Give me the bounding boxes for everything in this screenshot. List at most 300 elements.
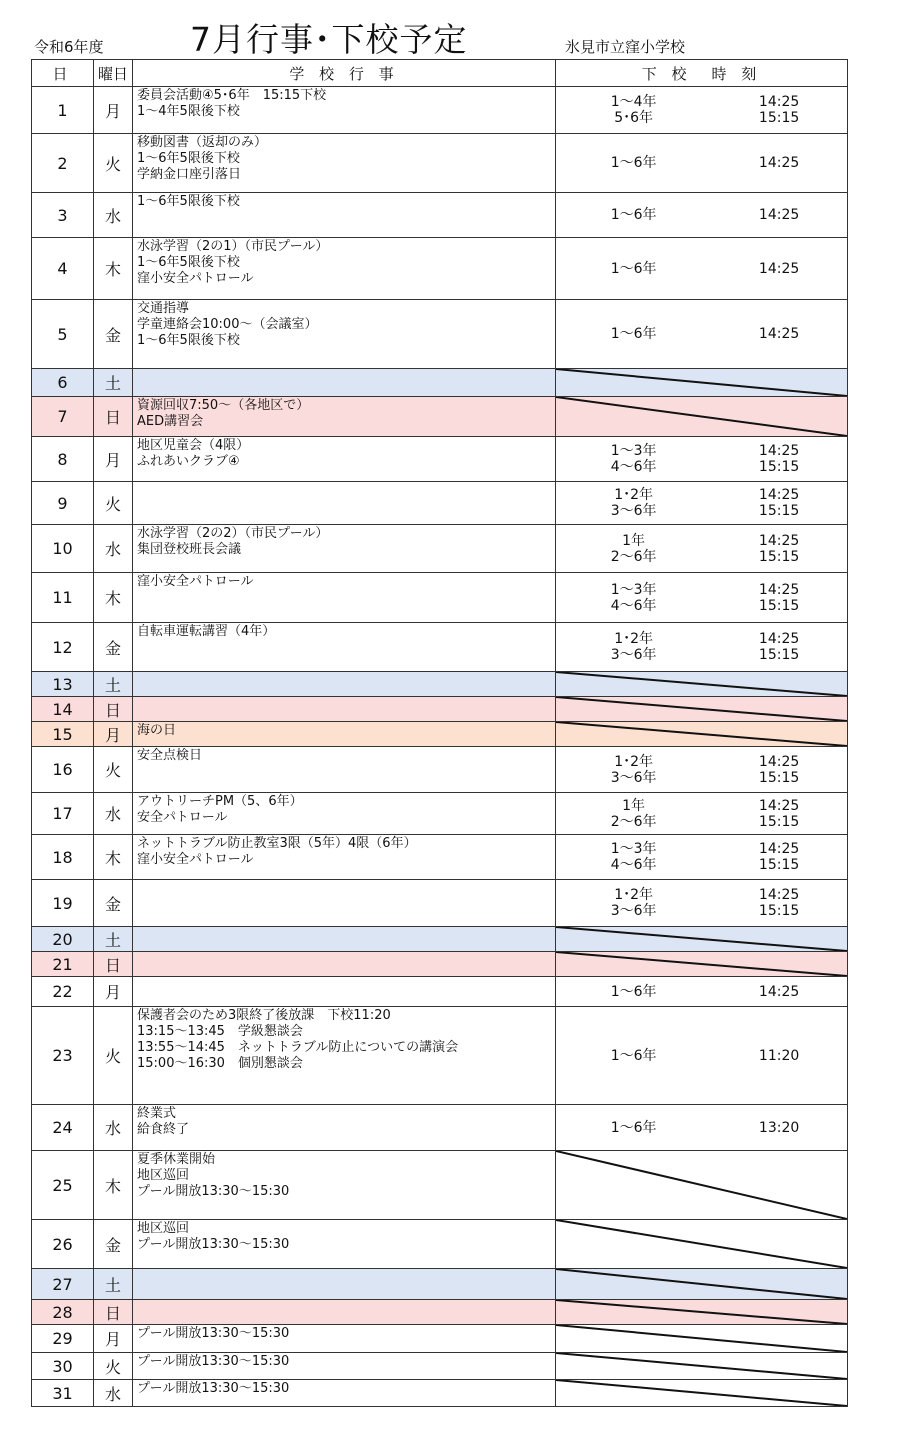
event-line: 13:15～13:45 学級懇談会 [137, 1024, 303, 1039]
day-of-week: 火 [94, 1353, 133, 1380]
events-cell [133, 525, 556, 573]
events-cell [133, 722, 556, 747]
dismissal-time: 15:15 [758, 459, 800, 475]
event-line: 1～6年5限後下校 [137, 255, 240, 270]
schedule-rows [32, 87, 848, 1407]
no-dismissal-cell [556, 1325, 848, 1353]
dismissal-time: 14:25 [758, 753, 800, 770]
day-of-week: 木 [94, 1151, 133, 1220]
dismissal-cell [556, 623, 848, 672]
day-of-week: 土 [94, 927, 133, 952]
no-dismissal-cell [556, 672, 848, 697]
day-number: 14 [32, 697, 94, 722]
day-of-week: 日 [94, 952, 133, 977]
events-cell [133, 397, 556, 437]
day-number: 25 [32, 1151, 94, 1220]
table-row [32, 747, 848, 793]
events-cell [133, 1353, 556, 1380]
day-number: 16 [32, 747, 94, 793]
grade-range: 1～6年 [610, 1119, 657, 1136]
day-number: 2 [32, 134, 94, 193]
event-line: 1～6年5限後下校 [137, 194, 240, 209]
day-number: 26 [32, 1220, 94, 1269]
dismissal-time: 14:25 [758, 326, 800, 342]
table-row [32, 1269, 848, 1300]
dismissal-line [556, 582, 847, 598]
event-line: ネットトラブル防止教室3限（5年）4限（6年） [137, 836, 417, 851]
dismissal-time: 14:25 [758, 207, 800, 223]
dismissal-cell [556, 880, 848, 927]
day-of-week: 月 [94, 977, 133, 1007]
table-row [32, 1007, 848, 1105]
table-row [32, 977, 848, 1007]
table-row [32, 672, 848, 697]
dismissal-time: 14:25 [758, 155, 800, 171]
diagonal-slash [556, 952, 847, 976]
table-row [32, 369, 848, 397]
grade-range: 1～6年 [610, 326, 657, 342]
events-cell [133, 369, 556, 397]
table-row [32, 397, 848, 437]
events-cell [133, 977, 556, 1007]
event-line: 学童連絡会10:00～（会議室） [137, 317, 318, 332]
dismissal-line [556, 503, 847, 519]
events-cell [133, 573, 556, 623]
dismissal-time: 14:25 [758, 581, 800, 598]
dismissal-line [556, 326, 847, 342]
day-number: 22 [32, 977, 94, 1007]
dismissal-cell [556, 977, 848, 1007]
events-cell [133, 300, 556, 369]
dismissal-line [556, 857, 847, 873]
dismissal-time: 14:25 [758, 260, 800, 277]
dismissal-line [556, 798, 847, 814]
event-line: 水泳学習（2の1）（市民プール） [137, 239, 329, 254]
dismissal-line [556, 94, 847, 110]
no-dismissal-cell [556, 927, 848, 952]
dismissal-line [556, 533, 847, 549]
event-line: 交通指導 [137, 301, 190, 316]
grade-range: 1～6年 [610, 207, 657, 223]
day-of-week: 火 [94, 134, 133, 193]
dismissal-cell [556, 238, 848, 300]
table-row [32, 927, 848, 952]
schedule-table [31, 59, 848, 1407]
grade-range: 1～3年 [610, 581, 657, 598]
table-row [32, 1380, 848, 1407]
grade-range: 3～6年 [610, 769, 657, 786]
table-row [32, 1300, 848, 1325]
dismissal-cell [556, 134, 848, 193]
dismissal-time: 13:20 [758, 1119, 800, 1136]
table-row [32, 1220, 848, 1269]
table-row [32, 722, 848, 747]
diagonal-slash [556, 672, 847, 696]
no-dismissal-cell [556, 952, 848, 977]
day-number: 11 [32, 573, 94, 623]
grade-range: 2～6年 [610, 548, 657, 565]
day-number: 6 [32, 369, 94, 397]
event-line: 窪小安全パトロール [137, 852, 254, 867]
dismissal-line [556, 487, 847, 503]
day-number: 27 [32, 1269, 94, 1300]
dismissal-cell [556, 437, 848, 482]
no-dismissal-cell [556, 697, 848, 722]
day-number: 31 [32, 1380, 94, 1407]
grade-range: 1･2年 [614, 631, 654, 647]
events-cell [133, 793, 556, 835]
diagonal-slash [556, 1380, 847, 1406]
events-cell [133, 1105, 556, 1151]
event-line: 保護者会のため3限終了後放課 下校11:20 [137, 1008, 391, 1023]
dismissal-time: 14:25 [758, 631, 800, 647]
table-row [32, 525, 848, 573]
grade-range: 1～6年 [610, 983, 657, 1000]
events-cell [133, 835, 556, 880]
grade-range: 4～6年 [610, 597, 657, 614]
column-header-events: 学 校 行 事 [133, 60, 556, 87]
events-cell [133, 747, 556, 793]
events-cell [133, 193, 556, 238]
event-line: 窪小安全パトロール [137, 574, 254, 589]
day-of-week: 水 [94, 793, 133, 835]
event-line: プール開放13:30～15:30 [137, 1184, 290, 1199]
dismissal-cell [556, 1105, 848, 1151]
dismissal-time: 14:25 [758, 983, 800, 1000]
event-line: プール開放13:30～15:30 [137, 1237, 290, 1252]
dismissal-line [556, 155, 847, 171]
dismissal-time: 11:20 [758, 1047, 800, 1064]
diagonal-slash [556, 369, 847, 396]
dismissal-line [556, 841, 847, 857]
table-row [32, 1151, 848, 1220]
event-line: 海の日 [137, 723, 177, 738]
dismissal-time: 14:25 [758, 887, 800, 903]
table-row [32, 573, 848, 623]
day-number: 19 [32, 880, 94, 927]
grade-range: 1～6年 [610, 1047, 657, 1064]
day-number: 9 [32, 482, 94, 525]
events-cell [133, 87, 556, 134]
grade-range: 1～6年 [610, 155, 657, 171]
day-of-week: 月 [94, 437, 133, 482]
diagonal-slash [556, 1353, 847, 1379]
table-row [32, 697, 848, 722]
event-line: 終業式 [137, 1106, 177, 1121]
day-number: 24 [32, 1105, 94, 1151]
dismissal-line [556, 754, 847, 770]
day-number: 28 [32, 1300, 94, 1325]
day-number: 1 [32, 87, 94, 134]
event-line: 水泳学習（2の2）（市民プール） [137, 526, 329, 541]
table-row [32, 238, 848, 300]
dismissal-time: 15:15 [758, 769, 800, 786]
dismissal-time: 15:15 [758, 857, 800, 873]
event-line: プール開放13:30～15:30 [137, 1354, 290, 1369]
event-line: 委員会活動④5･6年 15:15下校 [137, 88, 327, 103]
day-of-week: 土 [94, 1269, 133, 1300]
grade-range: 1年 [622, 532, 646, 549]
day-number: 12 [32, 623, 94, 672]
events-cell [133, 880, 556, 927]
diagonal-slash [556, 722, 847, 746]
dismissal-time: 15:15 [758, 503, 800, 519]
day-of-week: 日 [94, 1300, 133, 1325]
dismissal-line [556, 631, 847, 647]
no-dismissal-cell [556, 397, 848, 437]
diagonal-slash [556, 397, 847, 436]
event-line: 1～4年5限後下校 [137, 104, 240, 119]
dismissal-line [556, 207, 847, 223]
dismissal-cell [556, 747, 848, 793]
table-row [32, 1105, 848, 1151]
dismissal-line [556, 1048, 847, 1064]
table-row [32, 952, 848, 977]
day-of-week: 水 [94, 1105, 133, 1151]
dismissal-line [556, 110, 847, 126]
diagonal-slash [556, 1300, 847, 1324]
dismissal-line [556, 443, 847, 459]
grade-range: 1･2年 [614, 487, 654, 503]
grade-range: 1～3年 [610, 841, 657, 857]
grade-range: 1･2年 [614, 753, 654, 770]
day-of-week: 金 [94, 623, 133, 672]
day-number: 13 [32, 672, 94, 697]
events-cell [133, 1300, 556, 1325]
table-row [32, 300, 848, 369]
column-header-dismissal: 下 校 時 刻 [556, 60, 848, 87]
dismissal-line [556, 598, 847, 614]
events-cell [133, 1151, 556, 1220]
dismissal-time: 15:15 [758, 110, 800, 126]
no-dismissal-cell [556, 1269, 848, 1300]
grade-range: 1年 [622, 797, 646, 814]
grade-range: 3～6年 [610, 503, 657, 519]
dismissal-line [556, 984, 847, 1000]
events-cell [133, 238, 556, 300]
table-row [32, 1353, 848, 1380]
diagonal-slash [556, 697, 847, 721]
event-line: 1～6年5限後下校 [137, 333, 240, 348]
event-line: プール開放13:30～15:30 [137, 1381, 290, 1396]
table-row [32, 87, 848, 134]
events-cell [133, 927, 556, 952]
dismissal-cell [556, 482, 848, 525]
event-line: AED講習会 [137, 414, 204, 429]
no-dismissal-cell [556, 1220, 848, 1269]
dismissal-line [556, 647, 847, 663]
day-of-week: 月 [94, 1325, 133, 1353]
dismissal-time: 15:15 [758, 813, 800, 830]
no-dismissal-cell [556, 1380, 848, 1407]
events-cell [133, 672, 556, 697]
event-line: 安全パトロール [137, 810, 228, 825]
dismissal-time: 14:25 [758, 532, 800, 549]
events-cell [133, 1007, 556, 1105]
day-of-week: 金 [94, 300, 133, 369]
table-row [32, 134, 848, 193]
events-cell [133, 1269, 556, 1300]
dismissal-time: 15:15 [758, 597, 800, 614]
events-cell [133, 697, 556, 722]
table-row [32, 623, 848, 672]
dismissal-line [556, 814, 847, 830]
dismissal-time: 15:15 [758, 903, 800, 919]
table-row [32, 193, 848, 238]
diagonal-slash [556, 927, 847, 951]
events-cell [133, 437, 556, 482]
dismissal-time: 14:25 [758, 487, 800, 503]
column-header-weekday: 曜日 [94, 60, 133, 87]
day-of-week: 土 [94, 672, 133, 697]
table-row [32, 1325, 848, 1353]
day-number: 29 [32, 1325, 94, 1353]
event-line: 給食終了 [137, 1122, 190, 1137]
event-line: 資源回収7:50～（各地区で） [137, 398, 310, 413]
dismissal-time: 14:25 [758, 797, 800, 814]
grade-range: 3～6年 [610, 903, 657, 919]
dismissal-line [556, 459, 847, 475]
grade-range: 1･2年 [614, 887, 654, 903]
event-line: アウトリーチPM（5、6年） [137, 794, 303, 809]
day-number: 17 [32, 793, 94, 835]
day-number: 5 [32, 300, 94, 369]
dismissal-line [556, 770, 847, 786]
dismissal-cell [556, 525, 848, 573]
grade-range: 1～6年 [610, 260, 657, 277]
dismissal-cell [556, 573, 848, 623]
event-line: 学納金口座引落日 [137, 167, 242, 182]
day-number: 7 [32, 397, 94, 437]
day-of-week: 日 [94, 397, 133, 437]
grade-range: 4～6年 [610, 857, 657, 873]
event-line: 移動図書（返却のみ） [137, 135, 268, 150]
day-of-week: 火 [94, 747, 133, 793]
dismissal-line [556, 1120, 847, 1136]
day-of-week: 金 [94, 1220, 133, 1269]
column-header-day: 日 [32, 60, 94, 87]
no-dismissal-cell [556, 369, 848, 397]
diagonal-slash [556, 1220, 847, 1268]
event-line: 安全点検日 [137, 748, 203, 763]
grade-range: 1～3年 [610, 443, 657, 459]
no-dismissal-cell [556, 1300, 848, 1325]
day-number: 23 [32, 1007, 94, 1105]
grade-range: 5･6年 [614, 110, 654, 126]
day-number: 4 [32, 238, 94, 300]
day-of-week: 木 [94, 238, 133, 300]
events-cell [133, 1325, 556, 1353]
dismissal-cell [556, 793, 848, 835]
dismissal-cell [556, 193, 848, 238]
grade-range: 4～6年 [610, 459, 657, 475]
day-number: 15 [32, 722, 94, 747]
event-line: プール開放13:30～15:30 [137, 1326, 290, 1341]
event-line: 自転車運転講習（4年） [137, 624, 276, 639]
grade-range: 1～4年 [610, 94, 657, 110]
events-cell [133, 1220, 556, 1269]
dismissal-time: 15:15 [758, 548, 800, 565]
grade-range: 3～6年 [610, 647, 657, 663]
day-of-week: 月 [94, 87, 133, 134]
dismissal-cell [556, 835, 848, 880]
events-cell [133, 623, 556, 672]
table-row [32, 437, 848, 482]
day-of-week: 火 [94, 482, 133, 525]
day-number: 8 [32, 437, 94, 482]
no-dismissal-cell [556, 1353, 848, 1380]
day-of-week: 火 [94, 1007, 133, 1105]
no-dismissal-cell [556, 722, 848, 747]
day-of-week: 月 [94, 722, 133, 747]
day-of-week: 木 [94, 835, 133, 880]
dismissal-line [556, 261, 847, 277]
day-of-week: 土 [94, 369, 133, 397]
dismissal-cell [556, 300, 848, 369]
events-cell [133, 134, 556, 193]
table-row [32, 482, 848, 525]
events-cell [133, 1380, 556, 1407]
dismissal-time: 14:25 [758, 443, 800, 459]
event-line: 13:55～14:45 ネットトラブル防止についての講演会 [137, 1040, 459, 1055]
event-line: 15:00～16:30 個別懇談会 [137, 1056, 303, 1071]
table-header-row [32, 60, 848, 87]
table-row [32, 793, 848, 835]
day-of-week: 金 [94, 880, 133, 927]
dismissal-cell [556, 1007, 848, 1105]
day-number: 10 [32, 525, 94, 573]
grade-range: 2～6年 [610, 813, 657, 830]
no-dismissal-cell [556, 1151, 848, 1220]
dismissal-time: 14:25 [758, 94, 800, 110]
event-line: 1～6年5限後下校 [137, 151, 240, 166]
dismissal-cell [556, 87, 848, 134]
event-line: 集団登校班長会議 [137, 542, 242, 557]
day-of-week: 水 [94, 193, 133, 238]
day-number: 21 [32, 952, 94, 977]
day-number: 18 [32, 835, 94, 880]
day-of-week: 水 [94, 525, 133, 573]
day-number: 20 [32, 927, 94, 952]
event-line: 地区巡回 [137, 1221, 190, 1236]
events-cell [133, 952, 556, 977]
diagonal-slash [556, 1151, 847, 1219]
dismissal-line [556, 887, 847, 903]
day-number: 30 [32, 1353, 94, 1380]
event-line: ふれあいクラブ④ [137, 454, 240, 469]
dismissal-time: 15:15 [758, 647, 800, 663]
diagonal-slash [556, 1325, 847, 1352]
table-row [32, 880, 848, 927]
diagonal-slash [556, 1269, 847, 1299]
event-line: 窪小安全パトロール [137, 271, 254, 286]
day-number: 3 [32, 193, 94, 238]
page-title: 7月行事･下校予定 [190, 20, 468, 59]
table-row [32, 835, 848, 880]
dismissal-line [556, 903, 847, 919]
day-of-week: 水 [94, 1380, 133, 1407]
dismissal-line [556, 549, 847, 565]
fiscal-year-label: 令和6年度 [34, 38, 104, 56]
day-of-week: 木 [94, 573, 133, 623]
school-name: 氷見市立窪小学校 [565, 38, 686, 56]
event-line: 地区児童会（4限） [137, 438, 250, 453]
event-line: 夏季休業開始 [137, 1152, 216, 1167]
event-line: 地区巡回 [137, 1168, 190, 1183]
events-cell [133, 482, 556, 525]
dismissal-time: 14:25 [758, 841, 800, 857]
day-of-week: 日 [94, 697, 133, 722]
